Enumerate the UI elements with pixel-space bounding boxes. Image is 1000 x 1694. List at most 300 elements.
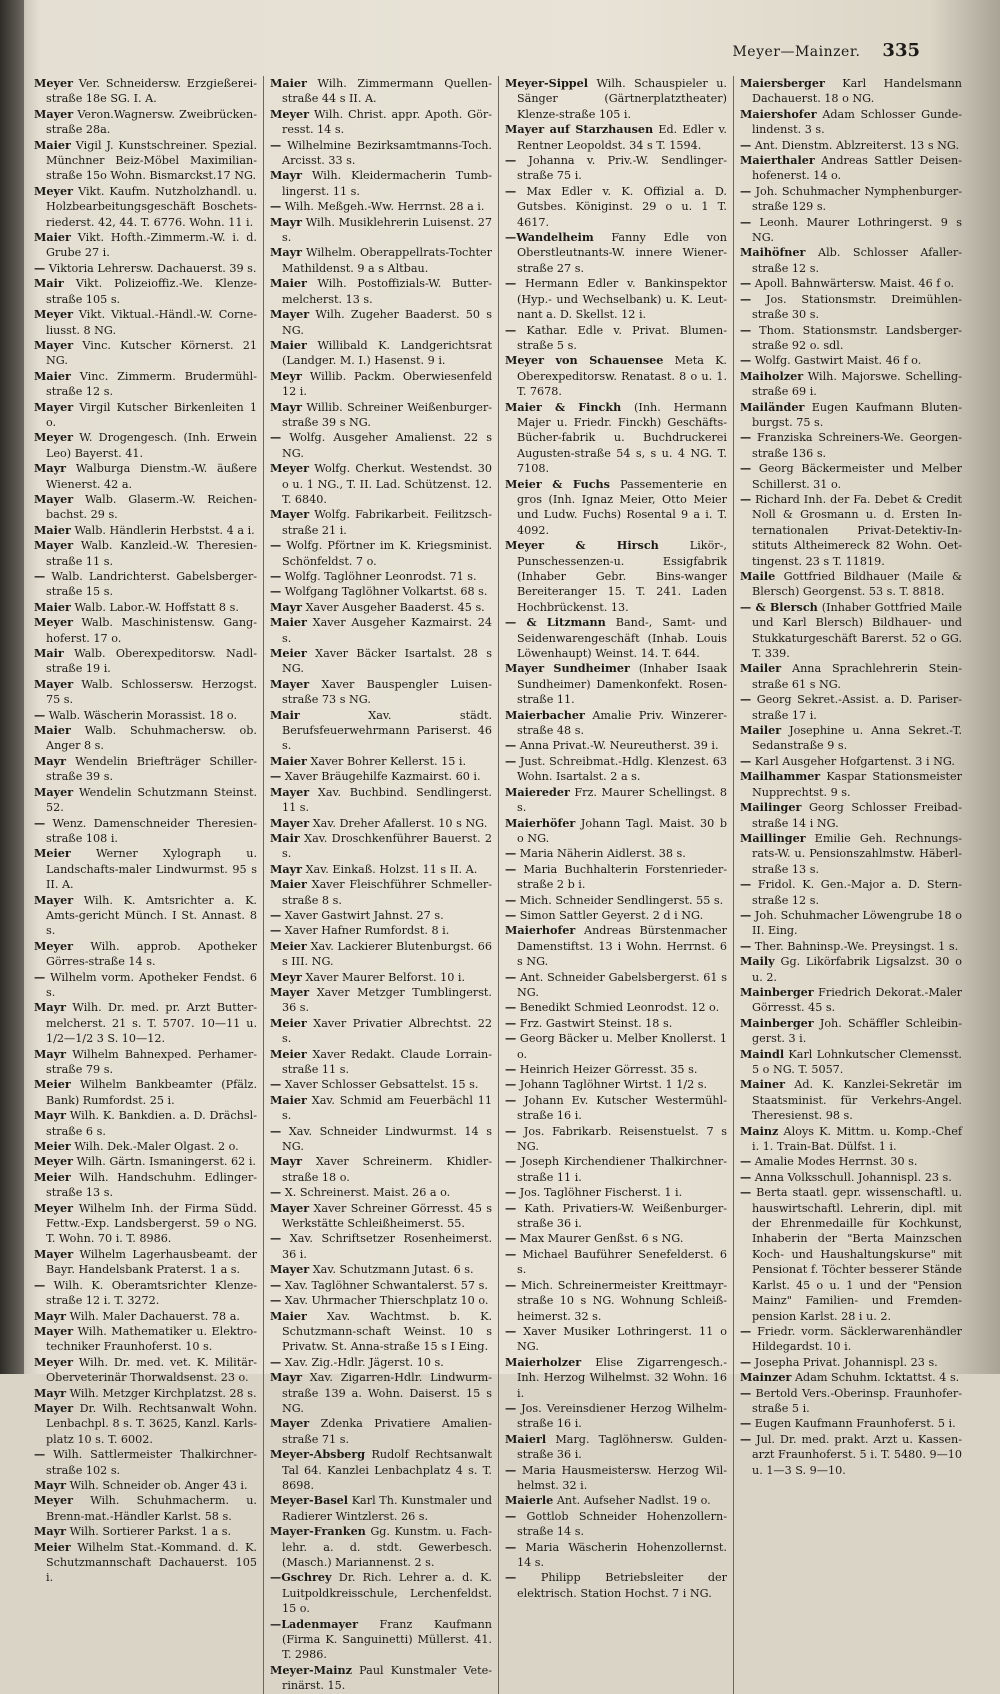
entry-surname: —	[270, 584, 282, 599]
entry-surname: Meyer	[34, 1200, 74, 1215]
entry-surname: Mair	[270, 830, 300, 845]
entry-surname: —	[505, 1231, 517, 1246]
directory-entry	[270, 600, 492, 615]
directory-entry	[34, 1000, 257, 1046]
entry-surname: —	[505, 1062, 517, 1076]
directory-entry	[270, 507, 492, 538]
directory-entry	[740, 800, 962, 831]
entry-details: Wilh. approb. Apotheker Görres-straße 14 s.	[46, 939, 257, 969]
entry-details: (Inh. Hermann Majer u. Friedr. Finckh) Geschäfts-Bücher-fabrik u. Buchdruckerei Augusten-straße 54 s, s u. 4 NG. T. 7108.	[517, 400, 727, 476]
entry-surname: —	[34, 260, 46, 275]
entry-details: Xaver Privatier Albrechtst. 22 s.	[282, 1016, 492, 1046]
entry-details: Georg Schlosser Freibad-straße 14 i NG.	[752, 801, 962, 830]
directory-entry	[270, 1124, 492, 1155]
entry-surname: —	[740, 1416, 752, 1431]
entry-details: Josephine u. Anna Sekret.-T. Sedanstraße 9 s.	[752, 724, 962, 753]
entry-details: Willib. Schreiner Weißenburger-straße 39 s NG.	[282, 400, 492, 429]
entry-surname: —	[505, 1508, 517, 1523]
entry-surname: —	[505, 1323, 517, 1338]
entry-surname: Mair	[270, 707, 300, 722]
entry-details: Xaver Bohrer Kellerst. 15 i.	[310, 754, 467, 768]
directory-entry	[505, 1278, 727, 1324]
directory-entry	[740, 831, 962, 877]
directory-entry	[34, 1540, 257, 1586]
entry-details: Viktoria Lehrersw. Dachauerst. 39 s.	[48, 261, 257, 275]
entry-surname: —	[34, 969, 46, 984]
entry-details: Wolfgang Taglöhner Volkartst. 68 s.	[284, 585, 488, 599]
entry-surname: —	[505, 1570, 517, 1585]
directory-entry	[505, 122, 727, 153]
entry-surname: Mayr	[34, 461, 67, 476]
entry-details: Wilhelm Bankbeamter (Pfälz. Bank) Rumfordst. 25 i.	[46, 1078, 258, 1107]
entry-surname: —	[270, 907, 282, 922]
entry-details: Vikt. Kaufm. Nutzholzhandl. u. Holzbearbeitungsgeschäft Boschets-riederst. 42, 44. T. 6776. Wohn. 11 i.	[46, 184, 257, 229]
directory-entry	[505, 1062, 727, 1077]
directory-entry	[270, 1493, 492, 1524]
entry-details: Richard Inh. der Fa. Debet & Credit Noll & Grosmann u. d. Ersten In-ternationalen Privat-Detektiv-In-stituts Altheimereck 82 Wohn. Oet-tingenst. 23 s T. 11819.	[752, 492, 963, 568]
directory-entry	[505, 1154, 727, 1185]
directory-entry	[34, 1447, 257, 1478]
entry-surname: Maier	[34, 368, 71, 383]
entry-details: Maria Buchhalterin Forstenrieder-straße 2 b i.	[517, 862, 727, 892]
entry-surname: —	[505, 846, 517, 861]
directory-entry	[270, 985, 492, 1016]
entry-details: Gg. Kunstm. u. Fach-lehr. a. d. stdt. Gewerbesch. (Masch.) Mariannenst. 2 s.	[282, 1525, 492, 1569]
entry-details: Jos. Stationsmstr. Dreimühlen-straße 30 s.	[752, 292, 962, 322]
directory-entry	[270, 199, 492, 214]
entry-surname: Meier	[34, 1169, 71, 1184]
entry-surname: —	[740, 183, 752, 198]
entry-details: W. Drogengesch. (Inh. Erwein Leo) Bayerst. 41.	[46, 431, 257, 460]
directory-entry	[270, 1617, 492, 1663]
directory-entry	[270, 939, 492, 970]
entry-surname: Mayr	[270, 245, 303, 260]
directory-entry	[34, 1047, 257, 1078]
entry-surname: —	[270, 1277, 282, 1292]
directory-entry	[740, 153, 962, 184]
directory-entry	[740, 400, 962, 431]
directory-entry	[270, 276, 492, 307]
entry-details: Xaver Schreinerm. Khidler-straße 18 o.	[282, 1155, 492, 1184]
entry-details: Xaver Bräugehilfe Kazmairst. 60 i.	[284, 770, 481, 784]
entry-surname: Maier	[270, 76, 307, 90]
entry-surname: —	[505, 969, 517, 984]
entry-details: Ant. Aufseher Nadlst. 19 o.	[556, 1494, 711, 1508]
entry-details: Benedikt Schmied Leonrodst. 12 o.	[519, 1001, 720, 1015]
entry-surname: —	[505, 1246, 517, 1261]
entry-surname: Meyer	[34, 1154, 74, 1169]
directory-entry	[740, 954, 962, 985]
entry-surname: —	[740, 1185, 752, 1200]
entry-details: Walb. Glaserm.-W. Reichen-bachst. 29 s.	[46, 492, 257, 522]
entry-details: Eugen Kaufmann Fraunhoferst. 5 i.	[754, 1417, 956, 1431]
entry-surname: —	[270, 1231, 282, 1246]
entry-details: Wilh. Sattlermeister Thalkirchner-straße 102 s.	[46, 1448, 257, 1477]
entry-details: Xaver Fleischführer Schmeller-straße 8 s.	[282, 878, 492, 907]
entry-details: (Inhaber Isaak Sundheimer) Damenkonfekt. Rosen-straße 11.	[517, 662, 727, 707]
directory-entry	[270, 1293, 492, 1308]
entry-surname: —	[270, 923, 282, 938]
entry-surname: —	[740, 291, 752, 306]
entry-details: Jos. Fabrikarb. Reisenstuelst. 7 s NG.	[517, 1124, 728, 1154]
directory-entry	[270, 168, 492, 199]
directory-entry	[740, 76, 962, 107]
directory-entry	[270, 584, 492, 599]
directory-entry	[270, 1309, 492, 1355]
entry-surname: —	[505, 1123, 517, 1138]
directory-entry	[34, 1386, 257, 1401]
entry-surname: Mayer Sundheimer	[505, 661, 630, 676]
entry-surname: —	[505, 1031, 517, 1046]
entry-surname: —	[270, 538, 282, 553]
entry-surname: Mayer auf Starzhausen	[505, 122, 654, 137]
directory-entry	[505, 276, 727, 322]
entry-surname: —	[270, 1077, 282, 1092]
entry-details: Walb. Oberexpeditorsw. Nadl-straße 19 i.	[46, 647, 257, 676]
entry-details: Friedr. vorm. Säcklerwarenhändler Hildegardst. 10 i.	[752, 1324, 962, 1354]
directory-entry	[740, 1154, 962, 1169]
entry-details: Maria Hausmeistersw. Herzog Wil-helmst. 32 i.	[517, 1463, 727, 1492]
entry-surname: —	[505, 1000, 517, 1015]
entry-surname: Meyer & Hirsch	[505, 538, 659, 553]
entry-details: Xaver Schreiner Görresst. 45 s Werkstätte Schleißheimerst. 55.	[282, 1201, 492, 1231]
entry-surname: Mainer	[740, 1077, 786, 1092]
directory-entry	[270, 1201, 492, 1232]
entry-details: Eugen Kaufmann Bluten-burgst. 75 s.	[752, 400, 962, 429]
entry-details: Georg Bäckermeister und Melber Schillerst. 31 o.	[752, 462, 962, 491]
entry-surname: —	[505, 861, 517, 876]
directory-entry	[505, 184, 727, 230]
entry-details: Vinc. Zimmerm. Brudermühl-straße 12 s.	[46, 369, 257, 399]
entry-details: Xav. Einkaß. Holzst. 11 s II. A.	[305, 862, 478, 876]
directory-entry	[505, 1355, 727, 1401]
entry-surname: Mayer	[270, 507, 310, 522]
directory-entry	[34, 970, 257, 1001]
entry-surname: —Gschrey	[270, 1570, 332, 1585]
entry-surname: Maier	[34, 230, 71, 245]
directory-entry	[740, 877, 962, 908]
entry-surname: —	[505, 153, 517, 168]
entry-details: Zdenka Privatiere Amalien-straße 71 s.	[282, 1417, 492, 1446]
entry-details: Adam Schuhm. Icktattst. 4 s.	[794, 1371, 960, 1385]
entry-surname: Maier	[270, 1308, 307, 1323]
entry-details: Wilh. Dr. med. vet. K. Militär-Oberveterinär Thorwaldsenst. 23 o.	[46, 1355, 257, 1385]
entry-surname: —	[270, 1185, 282, 1200]
entry-details: Wilh. Schneider ob. Anger 43 i.	[69, 1478, 248, 1492]
entry-surname: —	[505, 892, 517, 907]
directory-entry	[34, 816, 257, 847]
entry-surname: Maier	[270, 276, 307, 291]
directory-entry	[270, 754, 492, 769]
directory-entry	[270, 215, 492, 246]
entry-surname: Mailer	[740, 661, 782, 676]
column-3	[498, 76, 733, 1694]
entry-surname: Mayr	[34, 1385, 67, 1400]
entry-surname: Maier	[270, 753, 307, 768]
entry-surname: Mailinger	[740, 800, 802, 815]
entry-details: Kathar. Edle v. Privat. Blumen-straße 5 s.	[517, 323, 727, 352]
entry-details: Joseph Kirchendiener Thalkirchner-straße 11 i.	[517, 1155, 727, 1184]
directory-entry	[505, 1324, 727, 1355]
entry-details: Wilh. Meßgeh.-Ww. Herrnst. 28 a i.	[284, 200, 485, 214]
entry-surname: Mayer	[270, 815, 310, 830]
entry-surname: Maierhofer	[505, 923, 576, 938]
directory-entry	[740, 1016, 962, 1047]
entry-details: Xav. Buchbind. Sendlingerst. 11 s.	[282, 785, 492, 815]
directory-entry	[740, 138, 962, 153]
page-header	[30, 40, 920, 70]
directory-entry	[34, 615, 257, 646]
directory-entry	[740, 184, 962, 215]
directory-entry	[740, 1432, 962, 1478]
entry-surname: Maihöfner	[740, 245, 806, 260]
entry-details: Frz. Maurer Schellingst. 8 s.	[517, 785, 727, 815]
entry-surname: —	[270, 1123, 282, 1138]
directory-entry	[740, 985, 962, 1016]
entry-details: Karl Handelsmann Dachauerst. 18 o NG.	[752, 77, 962, 106]
entry-surname: Meyer-Basel	[270, 1493, 349, 1508]
entry-details: Xav. Taglöhner Schwantalerst. 57 s.	[284, 1278, 488, 1292]
directory-entry	[34, 1139, 257, 1154]
directory-entry	[270, 862, 492, 877]
directory-entry	[34, 846, 257, 892]
directory-entry	[505, 923, 727, 969]
entry-surname: Meier	[34, 846, 71, 861]
page-number: 335	[882, 40, 920, 61]
directory-entry	[34, 430, 257, 461]
entry-details: Simon Sattler Geyerst. 2 d i NG.	[519, 908, 704, 922]
entry-surname: Mainberger	[740, 1015, 814, 1030]
entry-surname: Mayr	[270, 214, 303, 229]
entry-surname: Mayr	[34, 1108, 67, 1123]
entry-details: Walb. Händlerin Herbstst. 4 a i.	[74, 523, 255, 537]
directory-entry	[740, 1047, 962, 1078]
entry-details: Wilhelm Stat.-Kommand. d. K. Schutzmannschaft Dachauerst. 105 i.	[46, 1540, 257, 1585]
entry-details: Ant. Dienstm. Ablzreiterst. 13 s NG.	[754, 138, 960, 152]
entry-details: Ant. Schneider Gabelsbergerst. 61 s NG.	[517, 970, 727, 999]
entry-surname: —	[34, 1277, 46, 1292]
directory-entry	[740, 1170, 962, 1185]
entry-surname: —	[740, 276, 752, 291]
entry-surname: —	[270, 199, 282, 214]
entry-surname: Mainz	[740, 1123, 779, 1138]
entry-details: Xaver Musiker Lothringerst. 11 o NG.	[517, 1324, 727, 1354]
directory-entry	[34, 1355, 257, 1386]
entry-details: Adam Schlosser Gunde-lindenst. 3 s.	[752, 107, 962, 137]
entry-surname: — & Blersch	[740, 599, 818, 614]
directory-entry	[34, 1324, 257, 1355]
entry-details: Meta K. Oberexpeditorsw. Renatast. 8 o u. 1. T. 7678.	[517, 354, 727, 399]
entry-details: Andreas Sattler Deisen-hofenerst. 14 o.	[752, 154, 962, 183]
entry-surname: Maierholzer	[505, 1354, 582, 1369]
entry-details: Wilh. K. Amtsrichter a. K. Amts-gericht Münch. I St. Annast. 8 s.	[46, 893, 257, 938]
entry-details: Josepha Privat. Johannispl. 23 s.	[754, 1355, 938, 1369]
entry-surname: —	[505, 753, 517, 768]
entry-details: Xav. Droschkenführer Bauerst. 2 s.	[282, 831, 492, 861]
directory-entry	[505, 738, 727, 753]
entry-details: Werner Xylograph u. Landschafts-maler Lindwurmst. 95 s II. A.	[46, 847, 257, 892]
entry-details: Karl Th. Kunstmaler und Radierer Wintzlerst. 26 s.	[282, 1494, 492, 1523]
entry-surname: —	[740, 877, 752, 892]
entry-surname: Mair	[34, 276, 64, 291]
entry-details: Wilh. Schauspieler u. Sänger (Gärtnerplatztheater) Klenze-straße 105 i.	[517, 77, 727, 121]
entry-details: Georg Bäcker u. Melber Knollerst. 1 o.	[517, 1032, 727, 1061]
entry-surname: Meyer von Schauensee	[505, 353, 664, 368]
directory-entry	[34, 600, 257, 615]
entry-surname: — & Litzmann	[505, 615, 606, 630]
entry-surname: —	[270, 769, 282, 784]
directory-entry	[740, 369, 962, 400]
directory-entry	[740, 1370, 962, 1385]
entry-surname: Mair	[34, 646, 64, 661]
entry-surname: —	[740, 1169, 752, 1184]
entry-details: Andreas Bürstenmacher Damenstiftst. 13 i Wohn. Herrnst. 6 s NG.	[517, 924, 728, 969]
column-2	[263, 76, 498, 1694]
entry-details: Rudolf Rechtsanwalt Tal 64. Kanzlei Lenbachplatz 4 s. T. 8698.	[282, 1448, 492, 1492]
entry-surname: Meier	[270, 1015, 307, 1030]
entry-details: Emilie Geh. Rechnungs-rats-W. u. Pensionszahlmstw. Häberl-straße 13 s.	[752, 831, 962, 876]
entry-details: Karl Ausgeher Hofgartenst. 3 i NG.	[754, 754, 955, 768]
entry-surname: Meyer	[34, 1354, 74, 1369]
entry-surname: —	[270, 1354, 282, 1369]
entry-details: Ad. K. Kanzlei-Sekretär im Staatsminist. für Verkehrs-Angel. Theresienst. 98 s.	[752, 1078, 963, 1123]
entry-surname: —	[740, 1354, 752, 1369]
entry-details: Wilhelm Inh. der Firma Südd. Fettw.-Exp. Landsbergerst. 59 o NG. T. Wohn. 70 i. T. 8986.	[46, 1201, 257, 1246]
directory-entry	[34, 1309, 257, 1324]
directory-entry	[34, 138, 257, 184]
directory-entry	[740, 1355, 962, 1370]
directory-entry	[34, 723, 257, 754]
directory-entry	[740, 723, 962, 754]
entry-details: Just. Schreibmat.-Hdlg. Klenzest. 63 Wohn. Isartalst. 2 a s.	[517, 754, 727, 784]
entry-details: Wilh. Christ. appr. Apoth. Gör-resst. 14 s.	[282, 107, 492, 137]
directory-entry	[270, 1077, 492, 1092]
entry-details: Amalie Priv. Winzerer-straße 48 s.	[517, 708, 727, 738]
entry-details: Xav. Zigarren-Hdlr. Lindwurm-straße 139 a. Wohn. Daiserst. 15 s NG.	[282, 1371, 492, 1415]
entry-surname: Meier	[270, 646, 307, 661]
directory-entry	[34, 107, 257, 138]
entry-surname: Maierbacher	[505, 707, 585, 722]
entry-details: Veron.Wagnersw. Zweibrücken-straße 28a.	[46, 107, 257, 137]
entry-details: Likör-, Punschessenzen-u. Essigfabrik (Inhaber Gebr. Bins-wanger Bereiteranger 15. T. 241. Laden Hochbrückenst. 13.	[517, 539, 727, 614]
directory-entry	[270, 569, 492, 584]
directory-entry	[270, 769, 492, 784]
entry-surname: Mayer	[270, 676, 310, 691]
entry-details: Wilh. Metzger Kirchplatzst. 28 s.	[69, 1386, 257, 1400]
directory-entry	[740, 754, 962, 769]
entry-details: Franz Kaufmann (Firma K. Sanguinetti) Müllerst. 41. T. 2986.	[282, 1617, 493, 1662]
entry-details: Xav. Schutzmann Jutast. 6 s.	[312, 1263, 474, 1277]
directory-entry	[270, 400, 492, 431]
entry-details: Walb. Wäscherin Morassist. 18 o.	[48, 708, 238, 722]
entry-details: Johann Tagl. Maist. 30 b o NG.	[517, 816, 727, 845]
entry-details: Michael Bauführer Senefelderst. 6 s.	[517, 1247, 727, 1277]
entry-details: Willibald K. Landgerichtsrat (Landger. M. I.) Hasenst. 9 i.	[282, 338, 492, 368]
entry-surname: Maierhöfer	[505, 815, 576, 830]
directory-entry	[505, 708, 727, 739]
entry-details: Wilhelm Bahnexped. Perhamer-straße 79 s.	[46, 1047, 257, 1076]
directory-entry	[740, 1324, 962, 1355]
entry-details: Walburga Dienstm.-W. äußere Wienerst. 42 a.	[46, 462, 257, 491]
entry-details: Passementerie en gros (Inh. Ignaz Meier, Otto Meier und Ludw. Fuchs) Rosental 9 a i. T. 4092.	[517, 477, 727, 537]
entry-details: Wenz. Damenschneider Theresien-straße 108 i.	[46, 816, 257, 845]
entry-details: Kath. Privatiers-W. Weißenburger-straße 36 i.	[517, 1201, 727, 1231]
directory-entry	[34, 1278, 257, 1309]
entry-details: Xaver Gastwirt Jahnst. 27 s.	[284, 908, 444, 922]
entry-surname: —	[740, 753, 752, 768]
directory-entry	[505, 1231, 727, 1246]
directory-entry	[740, 939, 962, 954]
entry-details: Xav. Zig.-Hdlr. Jägerst. 10 s.	[284, 1355, 444, 1369]
directory-entry	[505, 846, 727, 861]
entry-details: Wilh. Mathematiker u. Elektro-techniker Fraunhoferst. 10 s.	[46, 1324, 257, 1354]
entry-details: Xaver Metzger Tumblingerst. 36 s.	[282, 985, 492, 1015]
entry-surname: Mailer	[740, 723, 782, 738]
entry-details: Xaver Schlosser Gebsattelst. 15 s.	[284, 1078, 479, 1092]
directory-entry	[270, 430, 492, 461]
directory-entry	[505, 908, 727, 923]
entry-surname: Meyer-Absberg	[270, 1447, 366, 1462]
entry-surname: Mayr	[34, 753, 67, 768]
directory-entry	[505, 477, 727, 539]
entry-details: Karl Lohnkutscher Clemensst. 5 o NG. T. 5057.	[752, 1047, 962, 1076]
entry-details: Wilh. Zimmermann Quellen-straße 44 s II. A.	[282, 77, 492, 106]
entry-details: Ver. Schneidersw. Erzgießerei-straße 18e SG. I. A.	[46, 77, 257, 106]
entry-details: Vinc. Kutscher Körnerst. 21 NG.	[46, 338, 258, 368]
entry-surname: —	[740, 491, 752, 506]
entry-surname: —	[505, 1400, 517, 1415]
entry-details: Wilh. Maler Dachauerst. 78 a.	[69, 1309, 240, 1323]
entry-details: Xav. Dreher Afallerst. 10 s NG.	[312, 816, 488, 830]
directory-entry	[34, 1201, 257, 1247]
entry-details: Wolfg. Fabrikarbeit. Feilitzsch-straße 21 i.	[282, 508, 492, 537]
entry-details: Walb. Labor.-W. Hoffstatt 8 s.	[74, 600, 239, 614]
entry-details: Wilh. Sortierer Parkst. 1 a s.	[69, 1525, 232, 1539]
entry-surname: Meyer	[34, 76, 74, 90]
entry-details: Wilh. Musiklehrerin Luisenst. 27 s.	[282, 215, 492, 245]
directory-entry	[505, 1016, 727, 1031]
entry-surname: Maierthaler	[740, 153, 815, 168]
entry-surname: Mayer	[34, 892, 74, 907]
directory-entry	[34, 1478, 257, 1493]
entry-details: Wilh. Schuhmacherm. u. Brenn-mat.-Händler Karlst. 58 s.	[46, 1494, 257, 1523]
directory-entry	[740, 461, 962, 492]
entry-details: Vikt. Hofth.-Zimmerm.-W. i. d. Grube 27 i.	[46, 231, 257, 260]
entry-details: Aloys K. Mittm. u. Komp.-Chef i. 1. Train-Bat. Dülfst. 1 i.	[752, 1124, 962, 1154]
entry-details: Fanny Edle von Oberstleutnants-W. innere Wiener-straße 27 s.	[517, 231, 727, 275]
entry-surname: —	[740, 692, 752, 707]
entry-details: Amalie Modes Herrnst. 30 s.	[754, 1155, 918, 1169]
entry-surname: —	[740, 1323, 752, 1338]
entry-details: Wilhelm Lagerhausbeamt. der Bayr. Handelsbank Praterst. 1 a s.	[46, 1247, 257, 1277]
entry-surname: Maillinger	[740, 830, 806, 845]
entry-surname: Maier	[270, 877, 307, 892]
column-1	[28, 76, 263, 1694]
directory-entry	[505, 1093, 727, 1124]
directory-entry	[740, 692, 962, 723]
directory-entry	[34, 646, 257, 677]
entry-surname: Maier	[34, 137, 71, 152]
entry-details: Wolfg. Taglöhner Leonrodst. 71 s.	[284, 570, 477, 583]
entry-surname: Mayer	[34, 676, 74, 691]
directory-entry	[505, 323, 727, 354]
entry-details: Wilh. Handschuhm. Edlinger-straße 13 s.	[46, 1170, 257, 1200]
entry-details: Vikt. Viktual.-Händl.-W. Corne-liusst. 8 NG.	[46, 308, 257, 337]
entry-surname: Mayer	[34, 106, 74, 121]
directory-entry	[34, 893, 257, 939]
entry-details: Wolfg. Gastwirt Maist. 46 f o.	[754, 354, 922, 368]
directory-entry	[505, 1247, 727, 1278]
